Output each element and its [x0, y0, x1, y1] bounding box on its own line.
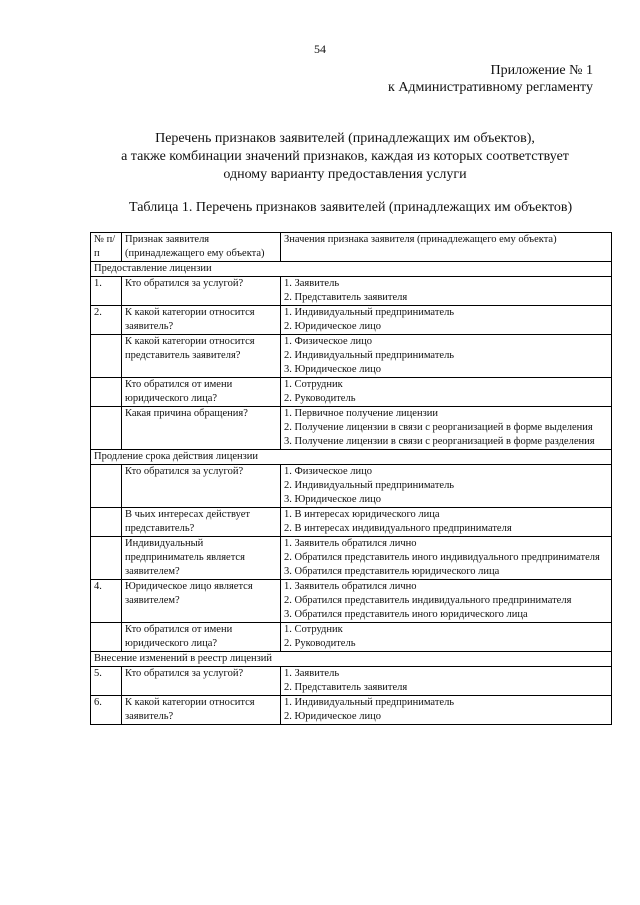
row-values	[281, 378, 612, 407]
value-item: 1. Индивидуальный предприниматель	[284, 307, 455, 318]
section-title: Предоставление лицензии	[91, 262, 612, 277]
row-values	[281, 306, 612, 335]
row-sign: Кто обратился от имени юридического лица?	[122, 378, 281, 407]
value-item: 3. Обратился представитель иного юридического лица	[284, 609, 528, 620]
row-sign: Кто обратился за услугой?	[122, 667, 281, 696]
row-sign: Какая причина обращения?	[122, 407, 281, 450]
document-title	[90, 130, 600, 184]
row-num: 4.	[91, 580, 122, 623]
row-values	[281, 508, 612, 537]
value-item: 1. Сотрудник	[284, 624, 343, 635]
table-row	[91, 580, 612, 623]
row-num: 1.	[91, 277, 122, 306]
value-item: 1. Заявитель обратился лично	[284, 538, 417, 549]
value-item: 2. В интересах индивидуального предпринимателя	[284, 523, 512, 534]
value-item: 2. Руководитель	[284, 393, 356, 404]
value-item: 1. Индивидуальный предприниматель	[284, 697, 455, 708]
row-num	[91, 335, 122, 378]
table-row	[91, 696, 612, 725]
row-values	[281, 335, 612, 378]
value-item: 1. Заявитель обратился лично	[284, 581, 417, 592]
row-sign: Кто обратился от имени юридического лица?	[122, 623, 281, 652]
value-item: 2. Юридическое лицо	[284, 711, 381, 722]
table-header-row	[91, 233, 612, 262]
row-sign: К какой категории относится заявитель?	[122, 306, 281, 335]
value-item: 1. Сотрудник	[284, 379, 343, 390]
row-sign: Юридическое лицо является заявителем?	[122, 580, 281, 623]
appendix-note	[388, 62, 593, 96]
value-item: 2. Представитель заявителя	[284, 682, 408, 693]
value-item: 2. Руководитель	[284, 638, 356, 649]
section-row	[91, 262, 612, 277]
table-row	[91, 508, 612, 537]
value-item: 2. Получение лицензии в связи с реорганизацией в форме выделения	[284, 422, 593, 433]
value-item: 3. Юридическое лицо	[284, 494, 381, 505]
row-num: 2.	[91, 306, 122, 335]
row-num	[91, 407, 122, 450]
value-item: 3. Обратился представитель юридического лица	[284, 566, 500, 577]
value-item: 2. Обратился представитель индивидуального предпринимателя	[284, 595, 572, 606]
table-row	[91, 335, 612, 378]
table-row	[91, 378, 612, 407]
row-values	[281, 537, 612, 580]
value-item: 1. Физическое лицо	[284, 336, 373, 347]
section-title: Продление срока действия лицензии	[91, 450, 612, 465]
table-row	[91, 537, 612, 580]
section-row	[91, 450, 612, 465]
row-values	[281, 623, 612, 652]
row-sign: К какой категории относится заявитель?	[122, 696, 281, 725]
table-row	[91, 306, 612, 335]
title-line-3: одному варианту предоставления услуги	[223, 167, 467, 182]
row-sign: Кто обратился за услугой?	[122, 465, 281, 508]
value-item: 1. В интересах юридического лица	[284, 509, 440, 520]
row-values	[281, 407, 612, 450]
row-num: 5.	[91, 667, 122, 696]
table-row	[91, 465, 612, 508]
value-item: 3. Юридическое лицо	[284, 364, 381, 375]
appendix-line-1: Приложение № 1	[490, 63, 593, 78]
value-item: 2. Юридическое лицо	[284, 321, 381, 332]
table-row	[91, 277, 612, 306]
value-item: 2. Индивидуальный предприниматель	[284, 480, 455, 491]
row-sign: В чьих интересах действует представитель?	[122, 508, 281, 537]
value-item: 1. Заявитель	[284, 278, 340, 289]
value-item: 3. Получение лицензии в связи с реорганизацией в форме разделения	[284, 436, 595, 447]
row-num	[91, 623, 122, 652]
row-num: 6.	[91, 696, 122, 725]
table-row	[91, 623, 612, 652]
row-sign: Индивидуальный предприниматель является заявителем?	[122, 537, 281, 580]
title-line-2: а также комбинации значений признаков, каждая из которых соответствует	[121, 149, 569, 164]
row-num	[91, 537, 122, 580]
row-values	[281, 696, 612, 725]
table-caption: Таблица 1. Перечень признаков заявителей (принадлежащих им объектов)	[129, 200, 573, 215]
value-item: 1. Первичное получение лицензии	[284, 408, 438, 419]
appendix-line-2: к Административному регламенту	[388, 80, 593, 95]
header-sign: Признак заявителя (принадлежащего ему объекта)	[122, 233, 281, 262]
value-item: 1. Физическое лицо	[284, 466, 373, 477]
row-num	[91, 508, 122, 537]
row-values	[281, 277, 612, 306]
page-number: 54	[314, 42, 326, 56]
value-item: 1. Заявитель	[284, 668, 340, 679]
row-values	[281, 465, 612, 508]
value-item: 2. Представитель заявителя	[284, 292, 408, 303]
section-row	[91, 652, 612, 667]
table-row	[91, 407, 612, 450]
header-num: № п/п	[91, 233, 122, 262]
section-title: Внесение изменений в реестр лицензий	[91, 652, 612, 667]
row-num	[91, 465, 122, 508]
row-sign: К какой категории относится представитель заявителя?	[122, 335, 281, 378]
signs-table	[90, 232, 612, 725]
row-values	[281, 667, 612, 696]
header-values: Значения признака заявителя (принадлежащего ему объекта)	[281, 233, 612, 262]
title-line-1: Перечень признаков заявителей (принадлежащих им объектов),	[155, 131, 535, 146]
value-item: 2. Индивидуальный предприниматель	[284, 350, 455, 361]
row-sign: Кто обратился за услугой?	[122, 277, 281, 306]
value-item: 2. Обратился представитель иного индивидуального предпринимателя	[284, 552, 600, 563]
row-values	[281, 580, 612, 623]
row-num	[91, 378, 122, 407]
table-row	[91, 667, 612, 696]
